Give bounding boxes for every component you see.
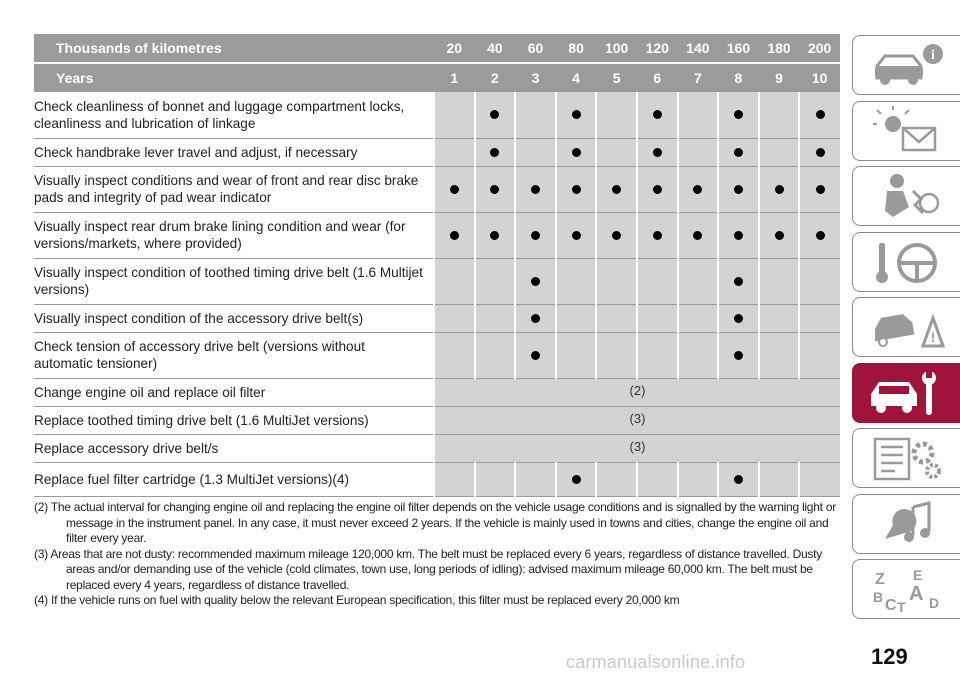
- interval-cell: [515, 212, 556, 258]
- year-column-header: 4: [556, 63, 597, 92]
- interval-cell: [678, 212, 719, 258]
- interval-cell: [556, 332, 597, 378]
- years-header-row: [34, 63, 840, 92]
- operation-description: Change engine oil and replace oil filter: [34, 378, 434, 406]
- service-required-mark: [816, 148, 825, 157]
- service-required-mark: [734, 231, 743, 240]
- year-column-header: 7: [678, 63, 719, 92]
- service-required-mark: [653, 231, 662, 240]
- note-reference: (3): [434, 406, 840, 434]
- operation-description: Check cleanliness of bonnet and luggage compartment locks, cleanliness and lubrication of linkage: [34, 92, 434, 138]
- km-column-header: 60: [515, 34, 556, 63]
- note-reference: (3): [434, 434, 840, 462]
- km-header-label: Thousands of kilometres: [34, 34, 434, 63]
- interval-cell: [799, 166, 840, 212]
- service-required-mark: [734, 110, 743, 119]
- interval-cell: [596, 166, 637, 212]
- service-required-mark: [693, 231, 702, 240]
- year-column-header: 6: [637, 63, 678, 92]
- service-required-mark: [816, 185, 825, 194]
- interval-cell: [799, 258, 840, 304]
- tab-warning-lights[interactable]: [852, 101, 960, 161]
- service-required-mark: [531, 314, 540, 323]
- multimedia-icon: [863, 499, 951, 549]
- tab-index[interactable]: [852, 559, 960, 619]
- service-required-mark: [572, 475, 581, 484]
- km-column-header: 180: [759, 34, 800, 63]
- km-header-row: [34, 34, 840, 63]
- interval-cell: [637, 462, 678, 496]
- table-row: [34, 406, 840, 434]
- service-required-mark: [572, 148, 581, 157]
- steering-wheel-key-icon: [863, 237, 951, 287]
- interval-cell: [596, 212, 637, 258]
- chapter-sidebar: [852, 35, 960, 625]
- table-row: [34, 462, 840, 496]
- table-row: [34, 166, 840, 212]
- interval-cell: [515, 304, 556, 332]
- service-required-mark: [531, 185, 540, 194]
- operation-description: Visually inspect rear drum brake lining condition and wear (for versions/markets, where provided): [34, 212, 434, 258]
- service-required-mark: [572, 110, 581, 119]
- interval-cell: [475, 462, 516, 496]
- interval-cell: [515, 332, 556, 378]
- interval-cell: [556, 138, 597, 166]
- table-row: [34, 258, 840, 304]
- year-column-header: 3: [515, 63, 556, 92]
- interval-cell: [475, 212, 516, 258]
- footnote-2: (2) The actual interval for changing engine oil and replacing the engine oil filter depends on the vehicle usage conditions and is signalled by the warning light or message in the instrument panel. In any case, it must never exceed 2 years. If the vehicle is mainly used in towns and cities, change the engine oil and filter every year.: [34, 500, 836, 545]
- svg-text:C: C: [884, 597, 897, 614]
- interval-cell: [678, 92, 719, 138]
- svg-text:T: T: [896, 599, 906, 614]
- service-required-mark: [816, 110, 825, 119]
- svg-text:E: E: [912, 567, 922, 583]
- interval-cell: [799, 462, 840, 496]
- interval-cell: [759, 92, 800, 138]
- interval-cell: [475, 332, 516, 378]
- interval-cell: [678, 304, 719, 332]
- interval-cell: [637, 258, 678, 304]
- footnotes: [34, 500, 840, 609]
- service-required-mark: [490, 148, 499, 157]
- interval-cell: [637, 304, 678, 332]
- tab-maintenance[interactable]: [852, 363, 960, 423]
- operation-description: Replace fuel filter cartridge (1.3 MultiJet versions)(4): [34, 462, 434, 496]
- operation-description: Check tension of accessory drive belt (versions without automatic tensioner): [34, 332, 434, 378]
- table-row: [34, 378, 840, 406]
- service-required-mark: [450, 185, 459, 194]
- operation-description: Check handbrake lever travel and adjust, if necessary: [34, 138, 434, 166]
- interval-cell: [678, 258, 719, 304]
- km-column-header: 40: [475, 34, 516, 63]
- year-column-header: 2: [475, 63, 516, 92]
- interval-cell: [718, 92, 759, 138]
- interval-cell: [556, 92, 597, 138]
- tab-emergency[interactable]: [852, 297, 960, 357]
- svg-text:D: D: [928, 595, 939, 611]
- years-header-label: Years: [34, 63, 434, 92]
- interval-cell: [515, 166, 556, 212]
- service-required-mark: [775, 231, 784, 240]
- alphabetical-index-icon: [863, 564, 951, 614]
- interval-cell: [596, 92, 637, 138]
- tab-car-info[interactable]: [852, 35, 960, 95]
- car-maintenance-icon: [863, 368, 951, 418]
- interval-cell: [718, 138, 759, 166]
- interval-cell: [434, 166, 475, 212]
- interval-cell: [556, 258, 597, 304]
- interval-cell: [678, 332, 719, 378]
- interval-cell: [434, 332, 475, 378]
- interval-cell: [759, 258, 800, 304]
- km-column-header: 160: [718, 34, 759, 63]
- km-column-header: 120: [637, 34, 678, 63]
- interval-cell: [637, 92, 678, 138]
- tab-multimedia[interactable]: [852, 494, 960, 554]
- operation-description: Visually inspect conditions and wear of front and rear disc brake pads and integrity of pad wear indicator: [34, 166, 434, 212]
- footnote-4: (4) If the vehicle runs on fuel with quality below the relevant European specification, this filter must be replaced every 20,000 km: [34, 593, 680, 607]
- km-column-header: 100: [596, 34, 637, 63]
- km-column-header: 20: [434, 34, 475, 63]
- operation-description: Replace toothed timing drive belt (1.6 MultiJet versions): [34, 406, 434, 434]
- interval-cell: [759, 212, 800, 258]
- interval-cell: [718, 462, 759, 496]
- interval-cell: [759, 304, 800, 332]
- service-required-mark: [816, 231, 825, 240]
- km-column-header: 200: [799, 34, 840, 63]
- interval-cell: [637, 138, 678, 166]
- interval-cell: [434, 92, 475, 138]
- interval-cell: [759, 166, 800, 212]
- operation-description: Visually inspect condition of the accessory drive belt(s): [34, 304, 434, 332]
- page-number: 129: [871, 644, 908, 669]
- interval-cell: [799, 332, 840, 378]
- service-required-mark: [612, 185, 621, 194]
- watermark: carmanualsonline.info: [566, 652, 746, 672]
- year-column-header: 5: [596, 63, 637, 92]
- interval-cell: [718, 332, 759, 378]
- service-required-mark: [653, 148, 662, 157]
- interval-cell: [759, 332, 800, 378]
- service-required-mark: [450, 231, 459, 240]
- service-required-mark: [653, 110, 662, 119]
- interval-cell: [434, 138, 475, 166]
- year-column-header: 8: [718, 63, 759, 92]
- car-info-icon: [863, 40, 951, 90]
- interval-cell: [515, 92, 556, 138]
- km-column-header: 80: [556, 34, 597, 63]
- table-row: [34, 138, 840, 166]
- interval-cell: [596, 462, 637, 496]
- interval-cell: [678, 138, 719, 166]
- year-column-header: 10: [799, 63, 840, 92]
- interval-cell: [596, 258, 637, 304]
- emergency-breakdown-icon: [863, 302, 951, 352]
- interval-cell: [556, 166, 597, 212]
- service-required-mark: [572, 185, 581, 194]
- interval-cell: [637, 166, 678, 212]
- interval-cell: [637, 212, 678, 258]
- table-row: [34, 304, 840, 332]
- interval-cell: [759, 462, 800, 496]
- service-required-mark: [490, 110, 499, 119]
- interval-cell: [799, 92, 840, 138]
- table-row: [34, 212, 840, 258]
- service-required-mark: [775, 185, 784, 194]
- interval-cell: [556, 304, 597, 332]
- interval-cell: [596, 332, 637, 378]
- interval-cell: [475, 166, 516, 212]
- interval-cell: [475, 304, 516, 332]
- km-column-header: 140: [678, 34, 719, 63]
- service-required-mark: [531, 277, 540, 286]
- svg-text:i: i: [930, 48, 935, 63]
- interval-cell: [596, 138, 637, 166]
- svg-text:!: !: [930, 329, 935, 345]
- interval-cell: [434, 462, 475, 496]
- interval-cell: [515, 138, 556, 166]
- table-row: [34, 332, 840, 378]
- service-required-mark: [734, 314, 743, 323]
- interval-cell: [799, 212, 840, 258]
- interval-cell: [637, 332, 678, 378]
- operation-description: Replace accessory drive belt/s: [34, 434, 434, 462]
- service-required-mark: [531, 231, 540, 240]
- warning-lights-icon: [863, 106, 951, 156]
- service-required-mark: [734, 475, 743, 484]
- service-required-mark: [734, 277, 743, 286]
- service-required-mark: [693, 185, 702, 194]
- interval-cell: [434, 304, 475, 332]
- interval-cell: [718, 166, 759, 212]
- table-row: [34, 92, 840, 138]
- year-column-header: 9: [759, 63, 800, 92]
- service-required-mark: [653, 185, 662, 194]
- maintenance-schedule-table: [34, 34, 840, 497]
- service-required-mark: [531, 351, 540, 360]
- interval-cell: [799, 138, 840, 166]
- svg-text:B: B: [872, 589, 883, 605]
- interval-cell: [718, 258, 759, 304]
- safety-airbag-icon: [863, 171, 951, 221]
- svg-text:A: A: [908, 583, 923, 605]
- service-required-mark: [612, 231, 621, 240]
- interval-cell: [718, 212, 759, 258]
- interval-cell: [596, 304, 637, 332]
- interval-cell: [799, 304, 840, 332]
- service-required-mark: [734, 351, 743, 360]
- interval-cell: [475, 92, 516, 138]
- interval-cell: [475, 138, 516, 166]
- interval-cell: [759, 138, 800, 166]
- tab-safety[interactable]: [852, 166, 960, 226]
- interval-cell: [678, 462, 719, 496]
- interval-cell: [718, 304, 759, 332]
- footnote-3: (3) Areas that are not dusty: recommended maximum mileage 120,000 km. The belt must be replaced every 6 years, regardless of distance travelled. Dusty areas and/or demanding use of the vehicle (cold climates, town use, long periods of idling): advised maximum mileage 60,000 km. The belt must be replaced every 4 years, regardless of distance travelled.: [34, 546, 823, 592]
- svg-text:Z: Z: [874, 571, 885, 588]
- year-column-header: 1: [434, 63, 475, 92]
- interval-cell: [556, 462, 597, 496]
- interval-cell: [434, 258, 475, 304]
- operation-description: Visually inspect condition of toothed timing drive belt (1.6 Multijet versions): [34, 258, 434, 304]
- service-required-mark: [734, 185, 743, 194]
- table-row: [34, 434, 840, 462]
- service-required-mark: [572, 231, 581, 240]
- note-reference: (2): [434, 378, 840, 406]
- interval-cell: [678, 166, 719, 212]
- interval-cell: [434, 212, 475, 258]
- interval-cell: [515, 258, 556, 304]
- interval-cell: [475, 258, 516, 304]
- service-required-mark: [734, 148, 743, 157]
- service-required-mark: [490, 231, 499, 240]
- interval-cell: [556, 212, 597, 258]
- tab-starting-driving[interactable]: [852, 232, 960, 292]
- tab-technical-data[interactable]: [852, 428, 960, 488]
- technical-specs-icon: [863, 433, 951, 483]
- service-required-mark: [490, 185, 499, 194]
- interval-cell: [515, 462, 556, 496]
